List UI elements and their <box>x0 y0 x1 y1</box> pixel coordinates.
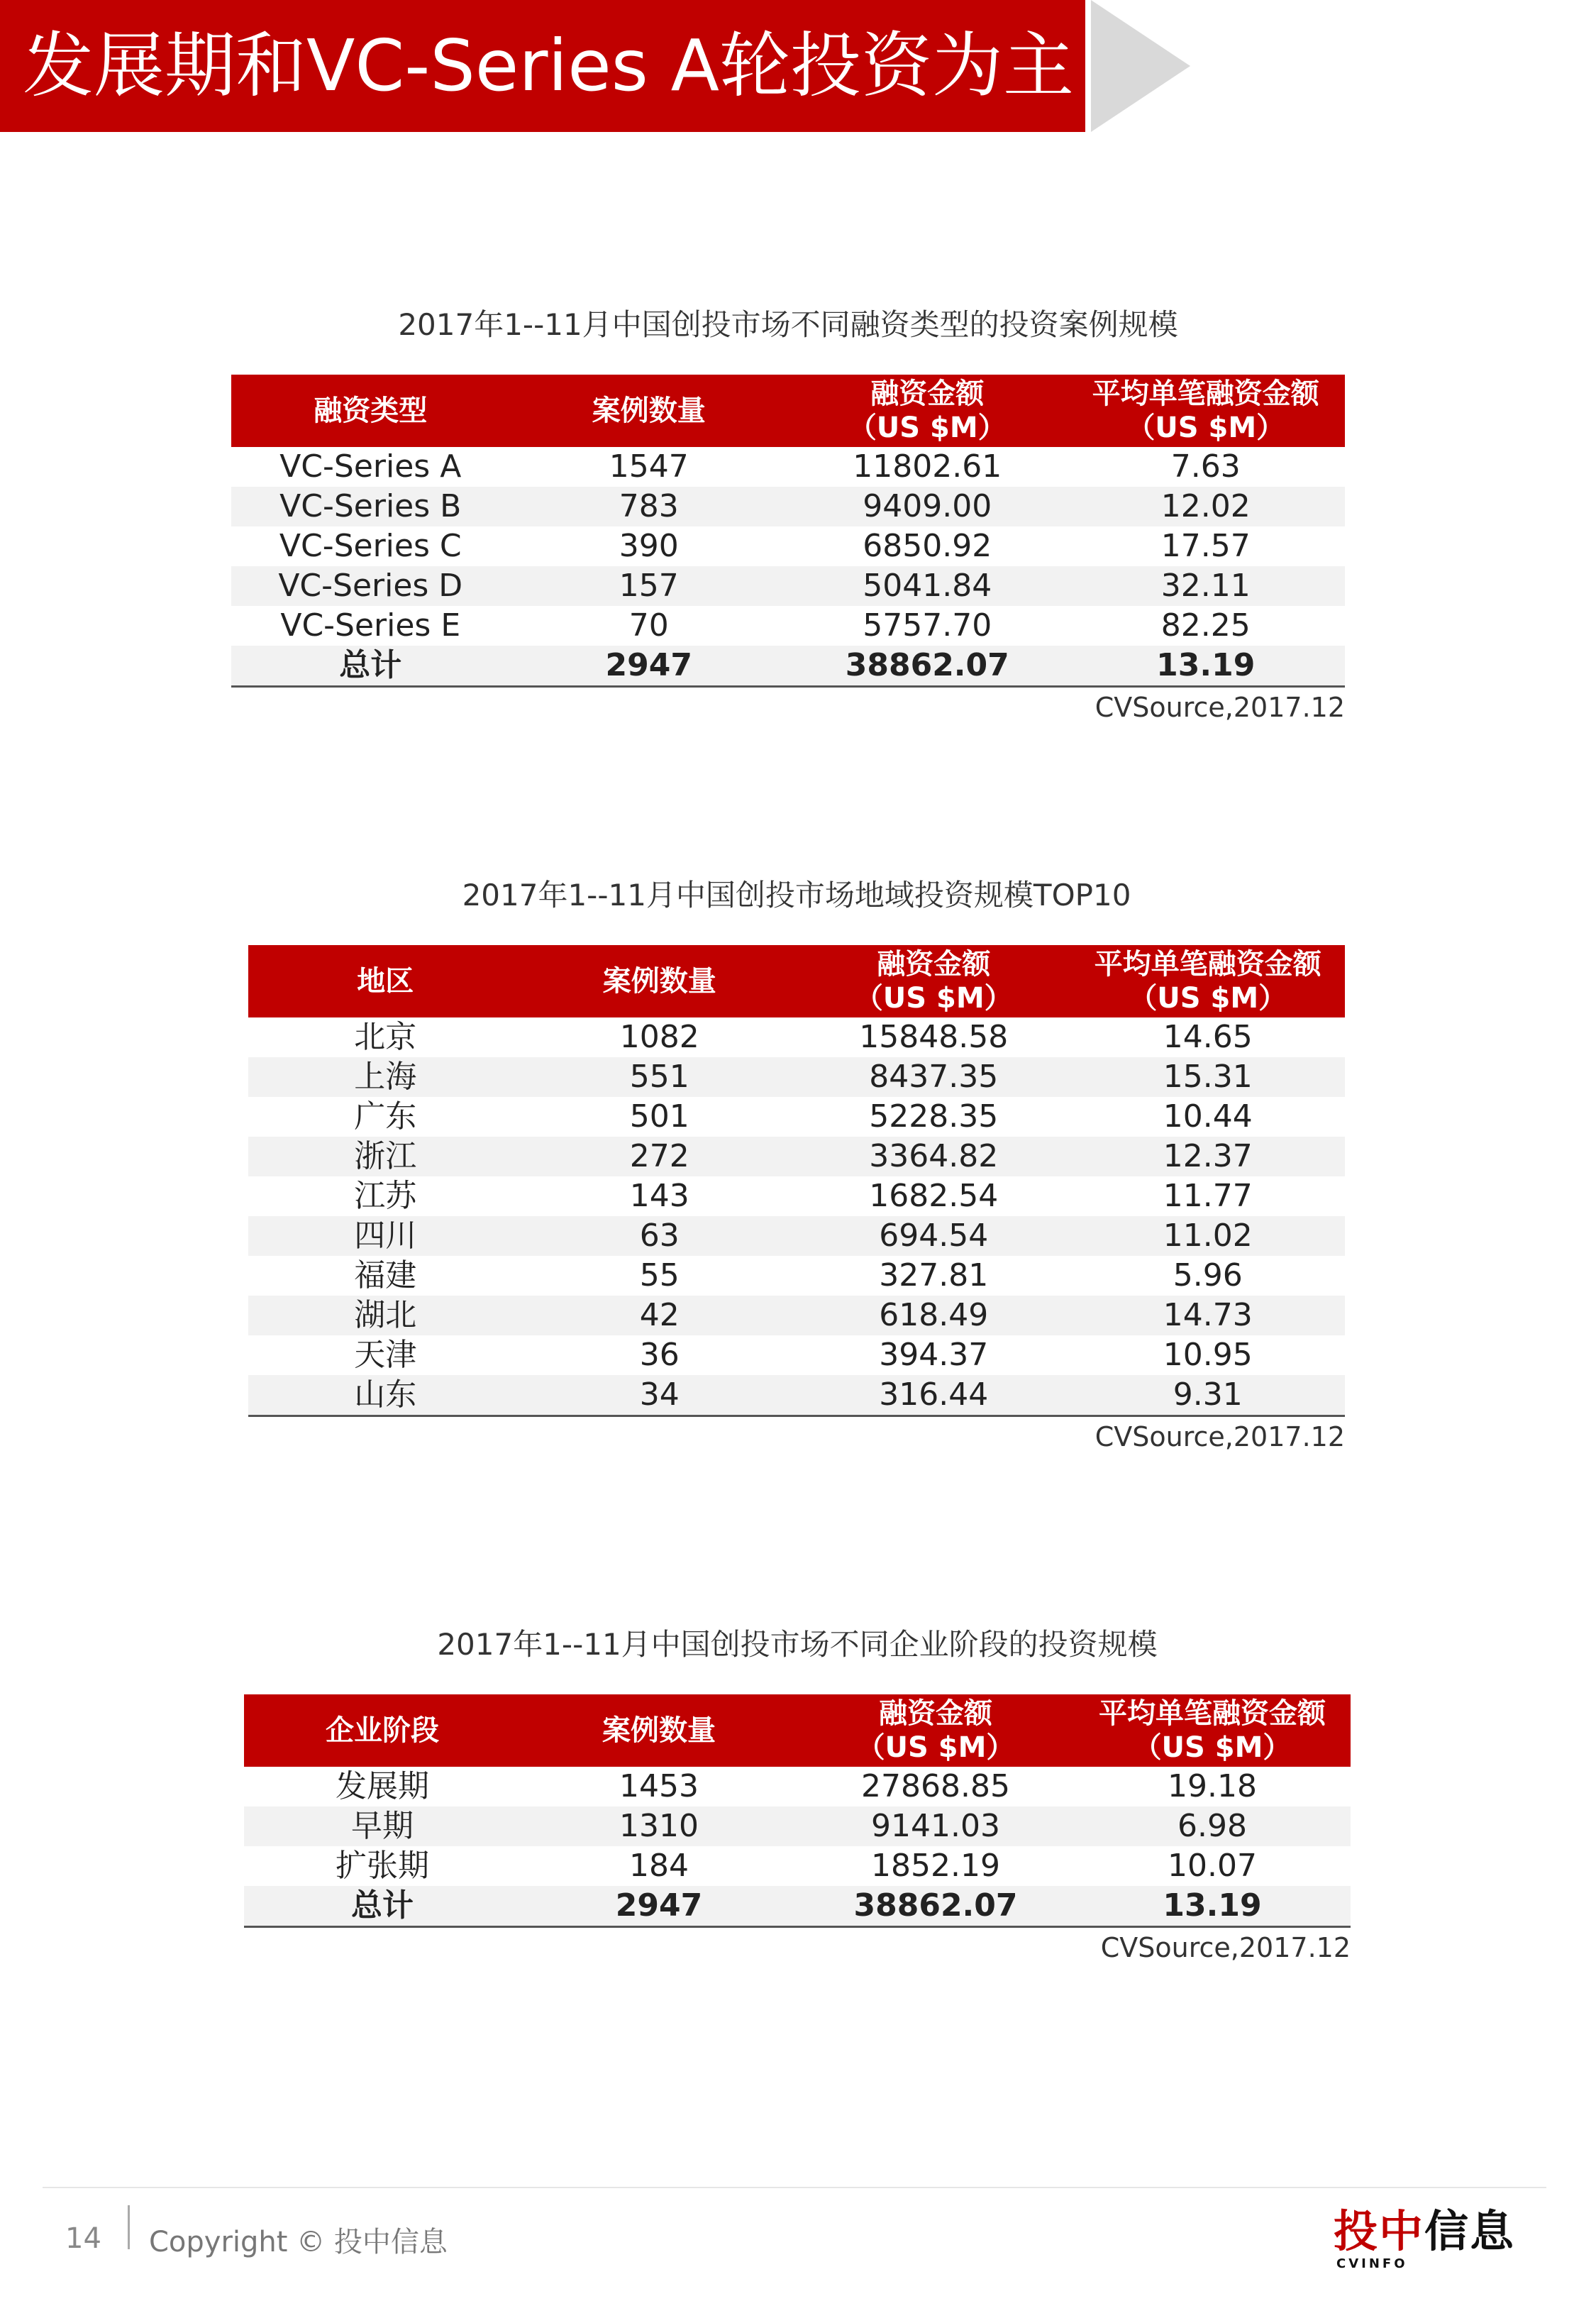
table1-section <box>231 304 1345 723</box>
cell: VC-Series E <box>280 607 461 644</box>
table-row <box>248 1176 1345 1216</box>
cell: 5.96 <box>1173 1257 1243 1293</box>
cell: 143 <box>629 1178 689 1214</box>
cell: 10.95 <box>1163 1337 1253 1373</box>
table3-section <box>244 1623 1351 1963</box>
table1-header-amount: 融资金额 （US $M） <box>788 375 1067 447</box>
cell: 上海 <box>248 1057 523 1097</box>
cell: 扩张期 <box>336 1848 429 1884</box>
table-row <box>231 566 1345 606</box>
cell: 13.19 <box>1067 646 1346 687</box>
cell: 17.57 <box>1160 528 1251 564</box>
table-row <box>244 1767 1351 1806</box>
cell: 42 <box>523 1296 797 1335</box>
table3-header-average: 平均单笔融资金额 （US $M） <box>1074 1694 1351 1767</box>
cell: 7.63 <box>1170 448 1241 485</box>
cell: 27868.85 <box>861 1768 1010 1804</box>
table-row <box>248 1256 1345 1296</box>
cell: 19.18 <box>1168 1768 1257 1804</box>
table-row <box>244 1806 1351 1846</box>
logo-text-red: 投中 <box>1334 2205 1425 2257</box>
cell: VC-Series D <box>231 566 510 606</box>
cell: 3364.82 <box>797 1137 1071 1176</box>
cell: 11802.61 <box>853 448 1002 485</box>
cell: 总计 <box>244 1886 521 1927</box>
cell: 1682.54 <box>869 1178 999 1214</box>
table-row <box>231 606 1345 646</box>
cell: 14.73 <box>1071 1296 1346 1335</box>
cell: 广东 <box>354 1098 417 1135</box>
cell: 9141.03 <box>797 1806 1074 1846</box>
cell: 34 <box>523 1375 797 1416</box>
cell: 11.77 <box>1163 1178 1253 1214</box>
table-row <box>231 487 1345 526</box>
cell: 272 <box>523 1137 797 1176</box>
cell: 10.44 <box>1163 1098 1253 1135</box>
cell: 2947 <box>510 646 789 687</box>
cell: VC-Series C <box>279 528 462 564</box>
table2-section <box>248 874 1345 1452</box>
table1-header-type: 融资类型 <box>231 375 510 447</box>
cell: 1082 <box>619 1019 699 1055</box>
cell: 山东 <box>248 1375 523 1416</box>
cell: 14.65 <box>1163 1019 1253 1055</box>
cell: 5041.84 <box>788 566 1067 606</box>
cell: 13.19 <box>1074 1886 1351 1927</box>
table2-header-region: 地区 <box>248 945 523 1017</box>
logo-text-black: 信息 <box>1424 2205 1516 2257</box>
cell: 15848.58 <box>859 1019 1009 1055</box>
table2-source: CVSource,2017.12 <box>1095 1421 1345 1452</box>
cell: 1852.19 <box>871 1848 1000 1884</box>
cell: 12.02 <box>1067 487 1346 526</box>
cell: 1547 <box>609 448 689 485</box>
table1-source: CVSource,2017.12 <box>1095 692 1345 723</box>
cell: 1310 <box>521 1806 797 1846</box>
cell: 15.31 <box>1071 1057 1346 1097</box>
page-number: 14 <box>65 2222 101 2255</box>
cell: 福建 <box>354 1257 417 1293</box>
cell: 1453 <box>619 1768 699 1804</box>
table1 <box>231 375 1345 688</box>
table1-header-average: 平均单笔融资金额 （US $M） <box>1067 375 1346 447</box>
cell: 9.31 <box>1071 1375 1346 1416</box>
page-title: 发展期和VC-Series A轮投资为主 <box>0 0 1085 132</box>
table-row <box>248 1017 1345 1057</box>
table-row <box>248 1335 1345 1375</box>
cell: 38862.07 <box>788 646 1067 687</box>
table-row <box>248 1097 1345 1137</box>
table1-title: 2017年1--11月中国创投市场不同融资类型的投资案例规模 <box>398 307 1178 342</box>
cell: 38862.07 <box>797 1886 1074 1927</box>
cell: 总计 <box>231 646 510 687</box>
table3-header-count: 案例数量 <box>521 1694 797 1767</box>
table2-header-amount: 融资金额 （US $M） <box>797 945 1071 1017</box>
cell: 390 <box>619 528 679 564</box>
cell: 32.11 <box>1067 566 1346 606</box>
footer-separator <box>128 2205 130 2249</box>
cell: 327.81 <box>879 1257 989 1293</box>
table-row <box>248 1057 1345 1097</box>
cell: 12.37 <box>1071 1137 1346 1176</box>
table2 <box>248 945 1345 1417</box>
cell: 9409.00 <box>788 487 1067 526</box>
cell: 2947 <box>521 1886 797 1927</box>
cell: 8437.35 <box>797 1057 1071 1097</box>
title-arrow-decoration <box>1091 0 1190 132</box>
cell: 6.98 <box>1074 1806 1351 1846</box>
table-row <box>231 447 1345 487</box>
table-total-row <box>244 1886 1351 1927</box>
copyright-text: Copyright © 投中信息 <box>149 2226 448 2258</box>
cell: 10.07 <box>1168 1848 1257 1884</box>
cell: 北京 <box>354 1019 417 1055</box>
cell: VC-Series B <box>231 487 510 526</box>
cell: 82.25 <box>1160 607 1251 644</box>
cell: 394.37 <box>879 1337 989 1373</box>
cell: 157 <box>510 566 789 606</box>
cell: 湖北 <box>248 1296 523 1335</box>
table-row <box>248 1137 1345 1176</box>
cvinfo-logo <box>1334 2207 1546 2278</box>
table3-source: CVSource,2017.12 <box>1100 1932 1351 1963</box>
table3 <box>244 1694 1351 1928</box>
cell: 5757.70 <box>863 607 992 644</box>
table1-header-count: 案例数量 <box>510 375 789 447</box>
cell: VC-Series A <box>279 448 462 485</box>
table-row <box>248 1375 1345 1416</box>
cell: 6850.92 <box>863 528 992 564</box>
cell: 11.02 <box>1071 1216 1346 1256</box>
cell: 36 <box>639 1337 680 1373</box>
cell: 618.49 <box>797 1296 1071 1335</box>
table3-header-stage: 企业阶段 <box>244 1694 521 1767</box>
cell: 70 <box>628 607 669 644</box>
cell: 783 <box>510 487 789 526</box>
cell: 694.54 <box>797 1216 1071 1256</box>
table-row <box>231 526 1345 566</box>
logo-text-en: CVINFO <box>1336 2256 1408 2271</box>
table-row <box>248 1296 1345 1335</box>
table-row <box>244 1846 1351 1886</box>
cell: 63 <box>523 1216 797 1256</box>
cell: 江苏 <box>354 1178 417 1214</box>
cell: 55 <box>639 1257 680 1293</box>
cell: 浙江 <box>248 1137 523 1176</box>
cell: 501 <box>629 1098 689 1135</box>
cell: 316.44 <box>797 1375 1071 1416</box>
table-row <box>248 1216 1345 1256</box>
table2-header-average: 平均单笔融资金额 （US $M） <box>1071 945 1346 1017</box>
table2-title: 2017年1--11月中国创投市场地域投资规模TOP10 <box>462 878 1131 912</box>
cell: 发展期 <box>336 1768 429 1804</box>
cell: 184 <box>629 1848 689 1884</box>
cell: 551 <box>523 1057 797 1097</box>
cell: 四川 <box>248 1216 523 1256</box>
footer-divider <box>43 2187 1546 2188</box>
cell: 天津 <box>354 1337 417 1373</box>
table-total-row <box>231 646 1345 687</box>
cell: 5228.35 <box>869 1098 999 1135</box>
table2-header-count: 案例数量 <box>523 945 797 1017</box>
table3-title: 2017年1--11月中国创投市场不同企业阶段的投资规模 <box>437 1627 1158 1662</box>
cell: 早期 <box>244 1806 521 1846</box>
table3-header-amount: 融资金额 （US $M） <box>797 1694 1074 1767</box>
